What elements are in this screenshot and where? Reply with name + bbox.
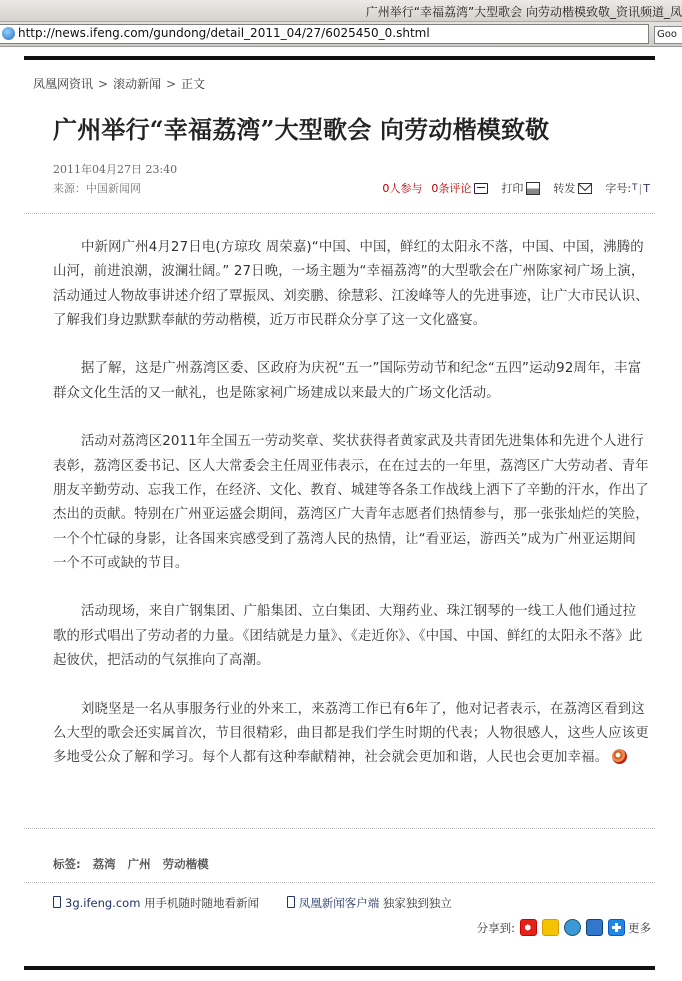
client-app-link[interactable]: 凤凰新闻客户端	[298, 896, 380, 910]
renren-icon[interactable]	[586, 919, 603, 936]
client-app-text: 独家独到独立	[382, 896, 452, 910]
tags-row	[53, 856, 209, 872]
article-datetime: 2011年04月27日 23:40	[53, 163, 178, 176]
mobile-icon	[53, 896, 61, 908]
tags-label: 标签:	[53, 857, 81, 871]
window-title: 广州举行“幸福荔湾”大型歌会 向劳动楷模致敬_资讯频道_凤	[365, 5, 682, 19]
page-content	[24, 46, 655, 981]
article-paragraph: 活动对荔湾区2011年全国五一劳动奖章、奖状获得者黄家武及共青团先进集体和先进个人进行表彰，荔湾区委书记、区人大常委会主任周亚伟表示，在在过去的一年里，荔湾区广大劳动者、青年朋友辛勤劳动、忘我工作，在经济、文化、教育、城建等各条工作战线上洒下了辛勤的汗水，作出了杰出的贡献。特别在广州亚运盛会期间，荔湾区广大青年志愿者们热情参与，那一张张灿烂的笑脸，一个个忙碌的身影，让各国来宾感受到了荔湾人民的热情，让“看亚运，游西关”成为广州亚运期间一个不可或缺的节目。	[53, 434, 649, 571]
article-paragraph: 中新网广州4月27日电(方琼玫 周荣嘉)“中国、中国，鲜红的太阳永不落，中国、中国，沸腾的山河，前进浪潮，波澜壮阔。” 27日晚，一场主题为“幸福荔湾”的大型歌会在广州陈家祠广场上演，活动通过人物故事讲述介绍了覃振凤、刘奕鹏、徐慧彩、江浚峰等人的先进事迹，让广大市民认识、了解我们身边默默奉献的劳动楷模，近万市民群众分享了这一文化盛宴。	[53, 240, 649, 328]
article-toolbar	[382, 180, 651, 196]
share-label: 分享到:	[476, 920, 515, 935]
article-paragraph-last	[53, 698, 649, 771]
mobile-site-link[interactable]: 3g.ifeng.com	[65, 896, 141, 910]
article-source: 来源：中国新闻网	[53, 182, 141, 195]
share-more-link[interactable]: 更多	[628, 920, 651, 935]
address-bar	[0, 22, 682, 47]
divider	[24, 882, 655, 883]
mobile-site-text: 用手机随时随地看新闻	[144, 896, 260, 910]
print-link[interactable]: 打印	[501, 182, 524, 195]
breadcrumb-news-home[interactable]: 凤凰网资讯	[33, 77, 94, 91]
weibo-icon[interactable]	[520, 919, 537, 936]
divider	[24, 213, 655, 214]
font-small-button[interactable]: T	[632, 183, 638, 193]
qzone-icon[interactable]	[542, 919, 559, 936]
font-size-divider: |	[638, 181, 643, 195]
breadcrumb-rolling-news[interactable]: 滚动新闻	[113, 77, 162, 91]
window-titlebar	[0, 0, 682, 22]
url-text[interactable]: http://news.ifeng.com/gundong/detail_2011_04/27/6025450_0.shtml	[18, 26, 430, 40]
font-size-label: 字号:	[605, 182, 632, 195]
breadcrumb-current: 正文	[181, 77, 206, 91]
breadcrumb	[33, 75, 205, 92]
font-large-button[interactable]: T	[643, 181, 650, 195]
phone-icon	[287, 896, 295, 908]
tag-link[interactable]: 荔湾	[92, 857, 116, 871]
tag-link[interactable]: 劳动楷模	[162, 857, 209, 871]
comment-icon[interactable]	[474, 183, 488, 194]
more-plus-icon[interactable]	[608, 919, 625, 936]
article-paragraph: 活动现场，来自广钢集团、广船集团、立白集团、大翔药业、珠江钢琴的一线工人他们通过拉歌的形式唱出了劳动者的力量。《团结就是力量》、《走近你》、《中国、中国、鲜红的太阳永不落》此起彼伏，把活动的气氛推向了高潮。	[53, 604, 643, 669]
divider	[24, 828, 655, 829]
promo-row	[53, 895, 452, 911]
share-bar	[477, 919, 651, 936]
mail-icon[interactable]	[578, 183, 592, 194]
forward-link[interactable]: 转发	[553, 182, 576, 195]
qq-weibo-icon[interactable]	[564, 919, 581, 936]
ifeng-logo-icon	[612, 749, 627, 764]
tag-link[interactable]: 广州	[127, 857, 151, 871]
article-headline: 广州举行“幸福荔湾”大型歌会 向劳动楷模致敬	[53, 115, 550, 144]
site-globe-icon	[2, 27, 15, 40]
breadcrumb-separator: >	[98, 77, 109, 91]
participants-link[interactable]: 0人参与	[382, 182, 423, 195]
article-paragraph: 据了解，这是广州荔湾区委、区政府为庆祝“五一”国际劳动节和纪念“五四”运动92周年，丰富群众文化生活的又一献礼，也是陈家祠广场建成以来最大的广场文化活动。	[53, 361, 642, 401]
top-rule	[24, 56, 655, 60]
article-body	[53, 236, 649, 795]
search-field[interactable]: Goo	[654, 26, 682, 44]
url-field[interactable]	[0, 24, 649, 44]
article-paragraph-text: 刘晓坚是一名从事服务行业的外来工，来荔湾工作已有6年了，他对记者表示，在荔湾区看到这么大型的歌会还实属首次，节目很精彩，曲目都是我们学生时期的代表；人物很感人，这些人应该更多地受公众了解和学习。每个人都有这种奉献精神，社会就会更加和谐，人民也会更加幸福。	[53, 701, 649, 766]
bottom-rule	[24, 966, 655, 970]
breadcrumb-separator: >	[166, 77, 177, 91]
comments-link[interactable]: 0条评论	[431, 182, 472, 195]
print-icon[interactable]	[526, 182, 540, 195]
